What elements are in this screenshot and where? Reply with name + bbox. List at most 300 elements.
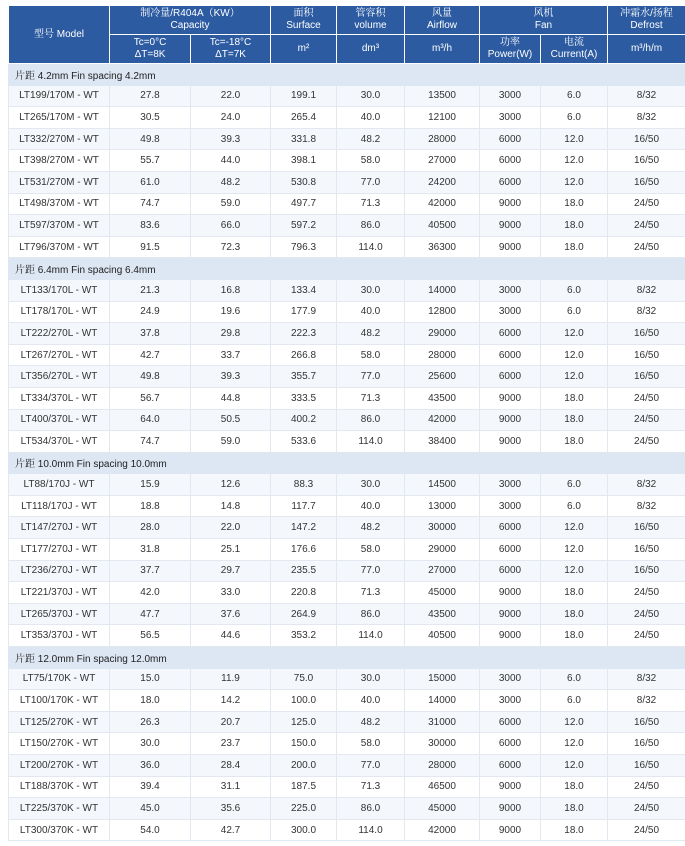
cell-fan-power: 9000 [480, 603, 541, 625]
cell-capacity-tc0: 61.0 [110, 171, 191, 193]
table-row [9, 431, 685, 453]
cell-fan-current: 12.0 [541, 366, 608, 388]
cell-capacity-tc18: 22.0 [191, 85, 271, 107]
cell-fan-current: 12.0 [541, 733, 608, 755]
cell-defrost: 24/50 [608, 776, 685, 798]
table-row [9, 128, 685, 150]
cell-capacity-tc18: 35.6 [191, 798, 271, 820]
table-row [9, 279, 685, 301]
cell-model: LT188/370K - WT [9, 776, 110, 798]
cell-model: LT400/370L - WT [9, 409, 110, 431]
cell-airflow: 14000 [405, 690, 480, 712]
cell-volume: 77.0 [337, 560, 405, 582]
cell-defrost: 16/50 [608, 539, 685, 561]
cell-airflow: 27000 [405, 560, 480, 582]
cell-airflow: 12800 [405, 301, 480, 323]
cell-capacity-tc18: 33.0 [191, 582, 271, 604]
cell-surface: 266.8 [271, 344, 337, 366]
cell-surface: 88.3 [271, 474, 337, 496]
table-row [9, 215, 685, 237]
header-tc18: Tc=-18°C ΔT=7K [191, 35, 271, 64]
cell-fan-current: 12.0 [541, 171, 608, 193]
cell-capacity-tc18: 11.9 [191, 668, 271, 690]
section-title: 片距 4.2mm Fin spacing 4.2mm [9, 64, 685, 86]
cell-airflow: 29000 [405, 323, 480, 345]
cell-model: LT398/270M - WT [9, 150, 110, 172]
cell-defrost: 8/32 [608, 107, 685, 129]
cell-capacity-tc18: 39.3 [191, 366, 271, 388]
cell-capacity-tc18: 44.6 [191, 625, 271, 647]
header-model: 型号 Model [9, 6, 110, 64]
cell-fan-power: 9000 [480, 819, 541, 841]
cell-airflow: 13500 [405, 85, 480, 107]
cell-volume: 40.0 [337, 107, 405, 129]
cell-capacity-tc18: 31.1 [191, 776, 271, 798]
cell-fan-current: 12.0 [541, 560, 608, 582]
cell-capacity-tc0: 36.0 [110, 755, 191, 777]
cell-airflow: 14000 [405, 279, 480, 301]
cell-fan-current: 12.0 [541, 755, 608, 777]
cell-model: LT100/170K - WT [9, 690, 110, 712]
cell-volume: 58.0 [337, 150, 405, 172]
cell-fan-current: 18.0 [541, 236, 608, 258]
cell-fan-power: 6000 [480, 517, 541, 539]
cell-fan-power: 3000 [480, 279, 541, 301]
cell-fan-power: 9000 [480, 215, 541, 237]
cell-defrost: 24/50 [608, 409, 685, 431]
cell-fan-power: 9000 [480, 625, 541, 647]
cell-fan-power: 6000 [480, 560, 541, 582]
cell-defrost: 24/50 [608, 603, 685, 625]
header-fan: 风机 Fan [480, 6, 608, 35]
cell-model: LT597/370M - WT [9, 215, 110, 237]
cell-volume: 40.0 [337, 690, 405, 712]
cell-capacity-tc0: 64.0 [110, 409, 191, 431]
cell-fan-power: 9000 [480, 582, 541, 604]
cell-capacity-tc0: 54.0 [110, 819, 191, 841]
table-row [9, 236, 685, 258]
cell-fan-current: 12.0 [541, 517, 608, 539]
cell-model: LT118/170J - WT [9, 495, 110, 517]
cell-fan-power: 6000 [480, 733, 541, 755]
cell-defrost: 16/50 [608, 323, 685, 345]
cell-fan-power: 3000 [480, 474, 541, 496]
cell-airflow: 30000 [405, 517, 480, 539]
cell-airflow: 46500 [405, 776, 480, 798]
cell-fan-current: 12.0 [541, 344, 608, 366]
cell-capacity-tc18: 12.6 [191, 474, 271, 496]
cell-surface: 333.5 [271, 387, 337, 409]
table-row [9, 344, 685, 366]
cell-fan-power: 3000 [480, 495, 541, 517]
cell-fan-current: 12.0 [541, 539, 608, 561]
table-row [9, 495, 685, 517]
cell-defrost: 16/50 [608, 171, 685, 193]
cell-fan-current: 12.0 [541, 150, 608, 172]
cell-model: LT222/270L - WT [9, 323, 110, 345]
cell-fan-current: 12.0 [541, 323, 608, 345]
cell-volume: 30.0 [337, 474, 405, 496]
cell-capacity-tc18: 33.7 [191, 344, 271, 366]
cell-fan-current: 18.0 [541, 625, 608, 647]
cell-defrost: 8/32 [608, 279, 685, 301]
table-row [9, 517, 685, 539]
table-row [9, 366, 685, 388]
cell-surface: 222.3 [271, 323, 337, 345]
cell-fan-power: 3000 [480, 85, 541, 107]
cell-fan-current: 6.0 [541, 495, 608, 517]
cell-fan-power: 6000 [480, 323, 541, 345]
header-airflow: 风量 Airflow [405, 6, 480, 35]
cell-capacity-tc0: 39.4 [110, 776, 191, 798]
cell-defrost: 8/32 [608, 668, 685, 690]
cell-capacity-tc0: 15.0 [110, 668, 191, 690]
cell-surface: 398.1 [271, 150, 337, 172]
cell-volume: 86.0 [337, 215, 405, 237]
cell-volume: 30.0 [337, 85, 405, 107]
cell-airflow: 28000 [405, 128, 480, 150]
cell-capacity-tc0: 37.8 [110, 323, 191, 345]
cell-volume: 114.0 [337, 236, 405, 258]
cell-capacity-tc0: 55.7 [110, 150, 191, 172]
cell-capacity-tc0: 30.5 [110, 107, 191, 129]
cell-model: LT88/170J - WT [9, 474, 110, 496]
cell-capacity-tc18: 44.0 [191, 150, 271, 172]
cell-surface: 530.8 [271, 171, 337, 193]
cell-fan-power: 3000 [480, 668, 541, 690]
cell-volume: 86.0 [337, 409, 405, 431]
cell-airflow: 42000 [405, 193, 480, 215]
cell-fan-current: 6.0 [541, 474, 608, 496]
cell-capacity-tc0: 45.0 [110, 798, 191, 820]
spec-table [8, 5, 685, 841]
cell-fan-power: 9000 [480, 431, 541, 453]
cell-fan-power: 3000 [480, 107, 541, 129]
cell-surface: 497.7 [271, 193, 337, 215]
cell-airflow: 31000 [405, 711, 480, 733]
cell-surface: 265.4 [271, 107, 337, 129]
table-row [9, 171, 685, 193]
cell-capacity-tc18: 37.6 [191, 603, 271, 625]
cell-surface: 125.0 [271, 711, 337, 733]
cell-fan-current: 12.0 [541, 128, 608, 150]
cell-capacity-tc18: 44.8 [191, 387, 271, 409]
cell-volume: 77.0 [337, 755, 405, 777]
cell-capacity-tc0: 27.8 [110, 85, 191, 107]
cell-fan-power: 9000 [480, 409, 541, 431]
header-tc0: Tc=0°C ΔT=8K [110, 35, 191, 64]
cell-fan-current: 12.0 [541, 711, 608, 733]
cell-airflow: 43500 [405, 603, 480, 625]
cell-surface: 264.9 [271, 603, 337, 625]
table-row [9, 625, 685, 647]
cell-capacity-tc18: 19.6 [191, 301, 271, 323]
cell-defrost: 24/50 [608, 431, 685, 453]
cell-model: LT534/370L - WT [9, 431, 110, 453]
cell-fan-power: 6000 [480, 171, 541, 193]
section-title: 片距 12.0mm Fin spacing 12.0mm [9, 647, 685, 669]
cell-model: LT150/270K - WT [9, 733, 110, 755]
cell-fan-power: 3000 [480, 301, 541, 323]
cell-airflow: 24200 [405, 171, 480, 193]
cell-fan-power: 6000 [480, 539, 541, 561]
cell-capacity-tc0: 28.0 [110, 517, 191, 539]
cell-surface: 133.4 [271, 279, 337, 301]
cell-capacity-tc18: 29.8 [191, 323, 271, 345]
cell-surface: 117.7 [271, 495, 337, 517]
cell-capacity-tc0: 31.8 [110, 539, 191, 561]
cell-volume: 58.0 [337, 733, 405, 755]
cell-model: LT356/270L - WT [9, 366, 110, 388]
cell-volume: 71.3 [337, 776, 405, 798]
cell-defrost: 16/50 [608, 755, 685, 777]
cell-model: LT147/270J - WT [9, 517, 110, 539]
cell-fan-power: 6000 [480, 366, 541, 388]
table-row [9, 560, 685, 582]
table-row [9, 603, 685, 625]
cell-defrost: 24/50 [608, 193, 685, 215]
cell-capacity-tc18: 29.7 [191, 560, 271, 582]
cell-surface: 235.5 [271, 560, 337, 582]
cell-capacity-tc0: 42.7 [110, 344, 191, 366]
header-defrost: 冲霜水/扬程 Defrost [608, 6, 685, 35]
cell-airflow: 38400 [405, 431, 480, 453]
cell-airflow: 40500 [405, 215, 480, 237]
cell-volume: 114.0 [337, 625, 405, 647]
cell-fan-current: 6.0 [541, 301, 608, 323]
cell-capacity-tc0: 42.0 [110, 582, 191, 604]
cell-capacity-tc0: 21.3 [110, 279, 191, 301]
cell-fan-current: 6.0 [541, 279, 608, 301]
table-row [9, 301, 685, 323]
header-surface-unit: m² [271, 35, 337, 64]
cell-defrost: 16/50 [608, 517, 685, 539]
cell-fan-current: 18.0 [541, 819, 608, 841]
cell-surface: 331.8 [271, 128, 337, 150]
table-row [9, 107, 685, 129]
cell-model: LT498/370M - WT [9, 193, 110, 215]
cell-capacity-tc18: 23.7 [191, 733, 271, 755]
cell-surface: 176.6 [271, 539, 337, 561]
cell-capacity-tc0: 24.9 [110, 301, 191, 323]
cell-defrost: 24/50 [608, 819, 685, 841]
section-title: 片距 10.0mm Fin spacing 10.0mm [9, 452, 685, 474]
section-header [9, 647, 685, 669]
cell-model: LT225/370K - WT [9, 798, 110, 820]
table-header [9, 6, 685, 64]
table-body [9, 64, 685, 841]
section-header [9, 258, 685, 280]
cell-defrost: 16/50 [608, 366, 685, 388]
header-volume-unit: dm³ [337, 35, 405, 64]
cell-capacity-tc18: 50.5 [191, 409, 271, 431]
cell-model: LT353/370J - WT [9, 625, 110, 647]
cell-fan-current: 18.0 [541, 603, 608, 625]
cell-fan-current: 6.0 [541, 107, 608, 129]
cell-volume: 30.0 [337, 668, 405, 690]
cell-capacity-tc18: 72.3 [191, 236, 271, 258]
cell-surface: 300.0 [271, 819, 337, 841]
cell-defrost: 24/50 [608, 236, 685, 258]
cell-fan-current: 18.0 [541, 193, 608, 215]
cell-capacity-tc0: 49.8 [110, 128, 191, 150]
cell-volume: 86.0 [337, 603, 405, 625]
cell-surface: 177.9 [271, 301, 337, 323]
cell-airflow: 15000 [405, 668, 480, 690]
cell-fan-current: 18.0 [541, 582, 608, 604]
cell-capacity-tc18: 39.3 [191, 128, 271, 150]
header-surface: 面积 Surface [271, 6, 337, 35]
cell-airflow: 42000 [405, 819, 480, 841]
section-header [9, 452, 685, 474]
table-row [9, 474, 685, 496]
cell-volume: 48.2 [337, 711, 405, 733]
cell-surface: 533.6 [271, 431, 337, 453]
cell-capacity-tc18: 48.2 [191, 171, 271, 193]
cell-capacity-tc0: 15.9 [110, 474, 191, 496]
cell-model: LT75/170K - WT [9, 668, 110, 690]
cell-capacity-tc0: 47.7 [110, 603, 191, 625]
cell-surface: 150.0 [271, 733, 337, 755]
cell-airflow: 40500 [405, 625, 480, 647]
cell-model: LT133/170L - WT [9, 279, 110, 301]
cell-surface: 75.0 [271, 668, 337, 690]
cell-defrost: 16/50 [608, 733, 685, 755]
cell-surface: 187.5 [271, 776, 337, 798]
cell-defrost: 16/50 [608, 150, 685, 172]
cell-capacity-tc18: 14.2 [191, 690, 271, 712]
cell-surface: 200.0 [271, 755, 337, 777]
cell-fan-current: 6.0 [541, 690, 608, 712]
cell-defrost: 24/50 [608, 625, 685, 647]
cell-capacity-tc0: 18.0 [110, 690, 191, 712]
table-row [9, 539, 685, 561]
table-row [9, 776, 685, 798]
cell-model: LT265/170M - WT [9, 107, 110, 129]
cell-capacity-tc0: 37.7 [110, 560, 191, 582]
cell-fan-current: 18.0 [541, 409, 608, 431]
cell-capacity-tc0: 56.5 [110, 625, 191, 647]
cell-surface: 597.2 [271, 215, 337, 237]
cell-capacity-tc0: 83.6 [110, 215, 191, 237]
cell-fan-current: 18.0 [541, 776, 608, 798]
cell-capacity-tc0: 74.7 [110, 193, 191, 215]
cell-defrost: 16/50 [608, 128, 685, 150]
cell-defrost: 8/32 [608, 690, 685, 712]
table-row [9, 755, 685, 777]
cell-capacity-tc0: 26.3 [110, 711, 191, 733]
cell-capacity-tc18: 22.0 [191, 517, 271, 539]
cell-defrost: 8/32 [608, 474, 685, 496]
cell-fan-current: 18.0 [541, 387, 608, 409]
cell-defrost: 24/50 [608, 798, 685, 820]
header-defrost-unit: m³/h/m [608, 35, 685, 64]
cell-capacity-tc18: 28.4 [191, 755, 271, 777]
cell-surface: 355.7 [271, 366, 337, 388]
cell-model: LT125/270K - WT [9, 711, 110, 733]
cell-model: LT177/270J - WT [9, 539, 110, 561]
cell-airflow: 12100 [405, 107, 480, 129]
cell-defrost: 8/32 [608, 495, 685, 517]
cell-capacity-tc0: 49.8 [110, 366, 191, 388]
cell-volume: 40.0 [337, 301, 405, 323]
cell-airflow: 27000 [405, 150, 480, 172]
header-volume: 管容积 volume [337, 6, 405, 35]
header-capacity: 制冷量/R404A（KW） Capacity [110, 6, 271, 35]
cell-fan-power: 6000 [480, 128, 541, 150]
table-row [9, 582, 685, 604]
cell-airflow: 13000 [405, 495, 480, 517]
cell-airflow: 45000 [405, 582, 480, 604]
cell-capacity-tc18: 25.1 [191, 539, 271, 561]
cell-defrost: 16/50 [608, 560, 685, 582]
cell-capacity-tc0: 18.8 [110, 495, 191, 517]
cell-fan-current: 18.0 [541, 798, 608, 820]
cell-volume: 86.0 [337, 798, 405, 820]
cell-volume: 71.3 [337, 582, 405, 604]
table-row [9, 387, 685, 409]
cell-fan-power: 6000 [480, 755, 541, 777]
cell-defrost: 16/50 [608, 711, 685, 733]
cell-capacity-tc18: 14.8 [191, 495, 271, 517]
cell-capacity-tc18: 16.8 [191, 279, 271, 301]
cell-fan-current: 6.0 [541, 668, 608, 690]
cell-volume: 40.0 [337, 495, 405, 517]
header-airflow-unit: m³/h [405, 35, 480, 64]
cell-fan-power: 6000 [480, 711, 541, 733]
cell-fan-current: 18.0 [541, 431, 608, 453]
cell-fan-power: 9000 [480, 236, 541, 258]
cell-volume: 77.0 [337, 171, 405, 193]
table-row [9, 323, 685, 345]
cell-defrost: 8/32 [608, 301, 685, 323]
cell-surface: 147.2 [271, 517, 337, 539]
cell-surface: 225.0 [271, 798, 337, 820]
cell-surface: 353.2 [271, 625, 337, 647]
cell-defrost: 24/50 [608, 215, 685, 237]
cell-capacity-tc0: 74.7 [110, 431, 191, 453]
header-current: 电流 Current(A) [541, 35, 608, 64]
cell-volume: 48.2 [337, 517, 405, 539]
cell-model: LT178/170L - WT [9, 301, 110, 323]
cell-volume: 71.3 [337, 387, 405, 409]
cell-surface: 199.1 [271, 85, 337, 107]
cell-airflow: 36300 [405, 236, 480, 258]
cell-fan-power: 9000 [480, 776, 541, 798]
table-row [9, 690, 685, 712]
cell-model: LT334/370L - WT [9, 387, 110, 409]
cell-fan-power: 9000 [480, 193, 541, 215]
cell-fan-power: 9000 [480, 798, 541, 820]
cell-model: LT796/370M - WT [9, 236, 110, 258]
table-row [9, 85, 685, 107]
cell-surface: 100.0 [271, 690, 337, 712]
cell-airflow: 42000 [405, 409, 480, 431]
cell-airflow: 28000 [405, 755, 480, 777]
cell-volume: 48.2 [337, 323, 405, 345]
section-title: 片距 6.4mm Fin spacing 6.4mm [9, 258, 685, 280]
cell-defrost: 16/50 [608, 344, 685, 366]
cell-volume: 114.0 [337, 431, 405, 453]
cell-model: LT267/270L - WT [9, 344, 110, 366]
cell-capacity-tc18: 24.0 [191, 107, 271, 129]
cell-defrost: 8/32 [608, 85, 685, 107]
cell-capacity-tc18: 59.0 [191, 193, 271, 215]
cell-volume: 114.0 [337, 819, 405, 841]
cell-model: LT221/370J - WT [9, 582, 110, 604]
cell-capacity-tc18: 59.0 [191, 431, 271, 453]
cell-airflow: 25600 [405, 366, 480, 388]
